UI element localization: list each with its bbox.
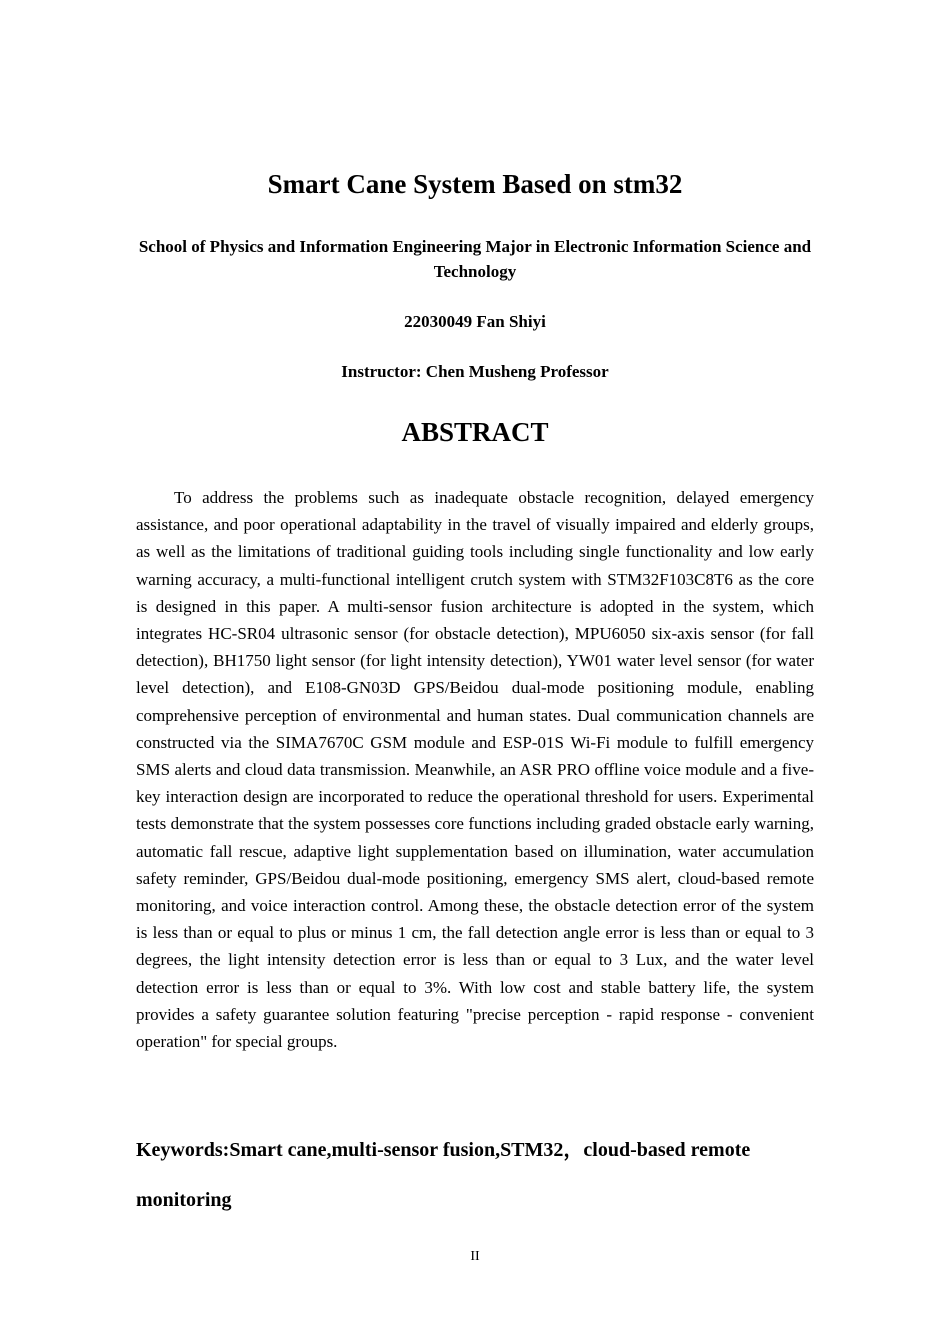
keywords-line: Keywords:Smart cane,multi-sensor fusion,STM32，cloud-based remote monitoring	[136, 1139, 751, 1211]
thesis-title: Smart Cane System Based on stm32	[267, 169, 683, 199]
student-id-name: 22030049 Fan Shiyi	[404, 312, 546, 331]
page-number: II	[470, 1249, 480, 1264]
instructor-line: Instructor: Chen Musheng Professor	[341, 362, 609, 381]
school-major-line: School of Physics and Information Engineering Major in Electronic Information Science and Technology	[138, 237, 812, 281]
abstract-body: To address the problems such as inadequate obstacle recognition, delayed emergency assistance, and poor operational adaptability in the travel of visually impaired and elderly groups, as well as the limitations of traditional guiding tools including single functionality and low early warning accuracy, a multi-functional intelligent crutch system with STM32F103C8T6 as the core is designed in this paper. A multi-sensor fusion architecture is adopted in the system, which integrates HC-SR04 ultrasonic sensor (for obstacle detection), MPU6050 six-axis sensor (for fall detection), BH1750 light sensor (for light intensity detection), YW01 water level sensor (for water level detection), and E108-GN03D GPS/Beidou dual-mode positioning module, enabling comprehensive perception of environmental and human states. Dual communication channels are constructed via the SIMA7670C GSM module and ESP-01S Wi-Fi module to fulfill emergency SMS alerts and cloud data transmission. Meanwhile, an ASR PRO offline voice module and a five-key interaction design are incorporated to reduce the operational threshold for users. Experimental tests demonstrate that the system possesses core functions including graded obstacle early warning, automatic fall rescue, adaptive light supplementation based on illumination, water accumulation safety reminder, GPS/Beidou dual-mode positioning, emergency SMS alert, cloud-based remote monitoring, and voice interaction control. Among these, the obstacle detection error of the system is less than or equal to plus or minus 1 cm, the fall detection angle error is less than or equal to 3 degrees, the light intensity detection error is less than or equal to 3 Lux, and the water level detection error is less than or equal to 3%. With low cost and stable battery life, the system provides a safety guarantee solution featuring "precise perception - rapid response - convenient operation" for special groups.	[136, 488, 814, 1052]
abstract-heading: ABSTRACT	[401, 417, 549, 447]
